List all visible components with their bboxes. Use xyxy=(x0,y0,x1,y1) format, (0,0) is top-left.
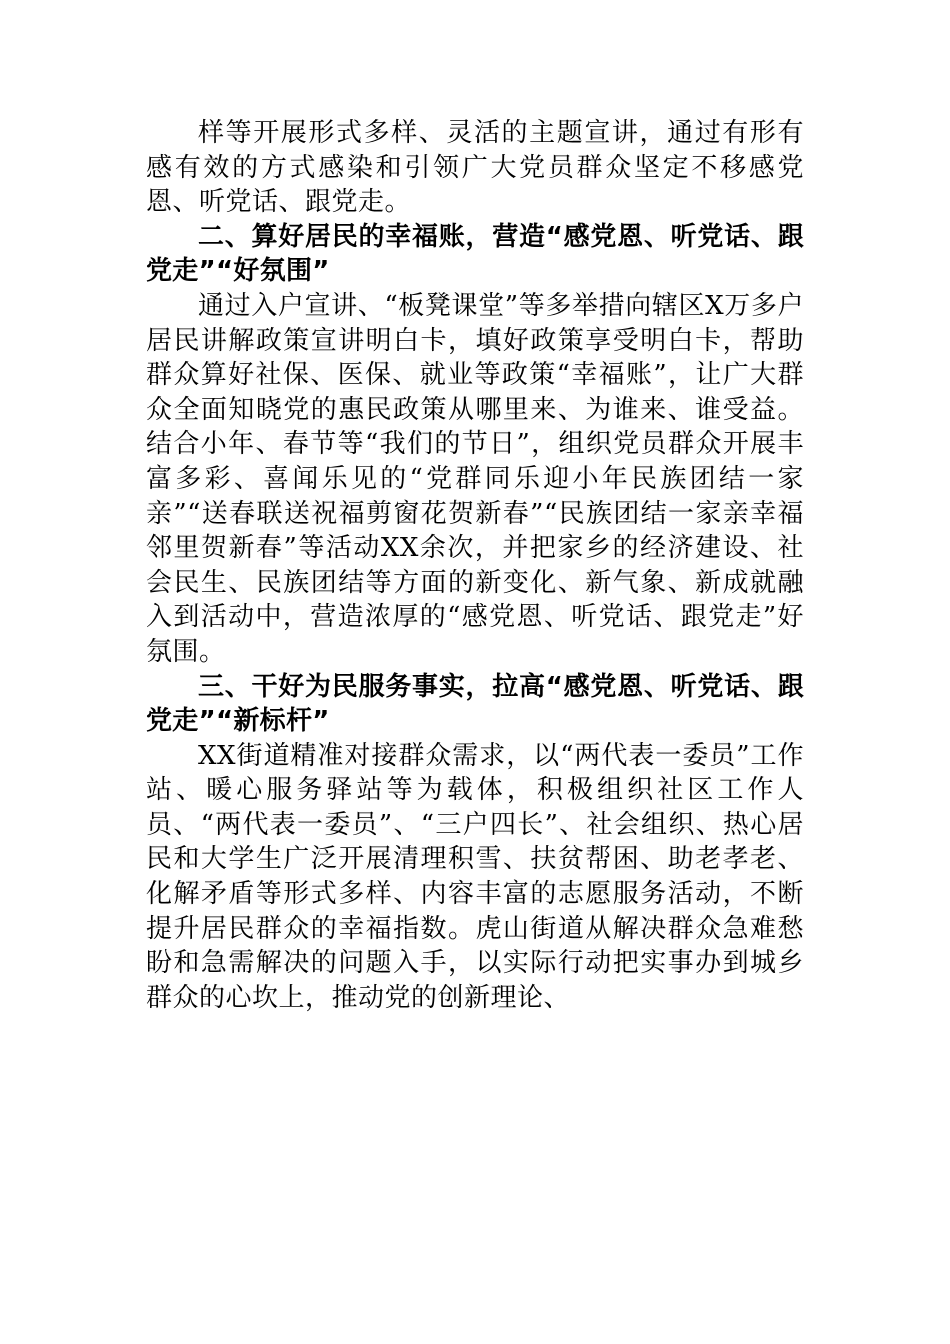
paragraph-continued: 样等开展形式多样、灵活的主题宣讲，通过有形有感有效的方式感染和引领广大党员群众坚定不移感党恩、听党话、跟党走。 xyxy=(146,118,804,218)
section-3-paragraph: XX街道精准对接群众需求，以“两代表一委员”工作站、暖心服务驿站等为载体，积极组织社区工作人员、“两代表一委员”、“三户四长”、社会组织、热心居民和大学生广泛开展清理积雪、扶贫帮困、助老孝老、化解矛盾等形式多样、内容丰富的志愿服务活动，不断提升居民群众的幸福指数。虎山街道从解决群众急难愁盼和急需解决的问题入手，以实际行动把实事办到城乡群众的心坎上，推动党的创新理论、 xyxy=(146,740,804,1013)
section-heading-2: 二、算好居民的幸福账，营造“感党恩、听党话、跟党走”“好氛围” xyxy=(146,221,804,287)
section-2-paragraph: 通过入户宣讲、“板凳课堂”等多举措向辖区X万多户居民讲解政策宣讲明白卡，填好政策享受明白卡，帮助群众算好社保、医保、就业等政策“幸福账”，让广大群众全面知晓党的惠民政策从哪里来、为谁来、谁受益。结合小年、春节等“我们的节日”，组织党员群众开展丰富多彩、喜闻乐见的“党群同乐迎小年民族团结一家亲”“送春联送祝福剪窗花贺新春”“民族团结一家亲幸福邻里贺新春”等活动XX余次，并把家乡的经济建设、社会民生、民族团结等方面的新变化、新气象、新成就融入到活动中，营造浓厚的“感党恩、听党话、跟党走”好氛围。 xyxy=(146,290,804,667)
section-heading-3: 三、干好为民服务事实，拉高“感党恩、听党话、跟党走”“新标杆” xyxy=(146,671,804,737)
document-body xyxy=(146,116,804,1015)
